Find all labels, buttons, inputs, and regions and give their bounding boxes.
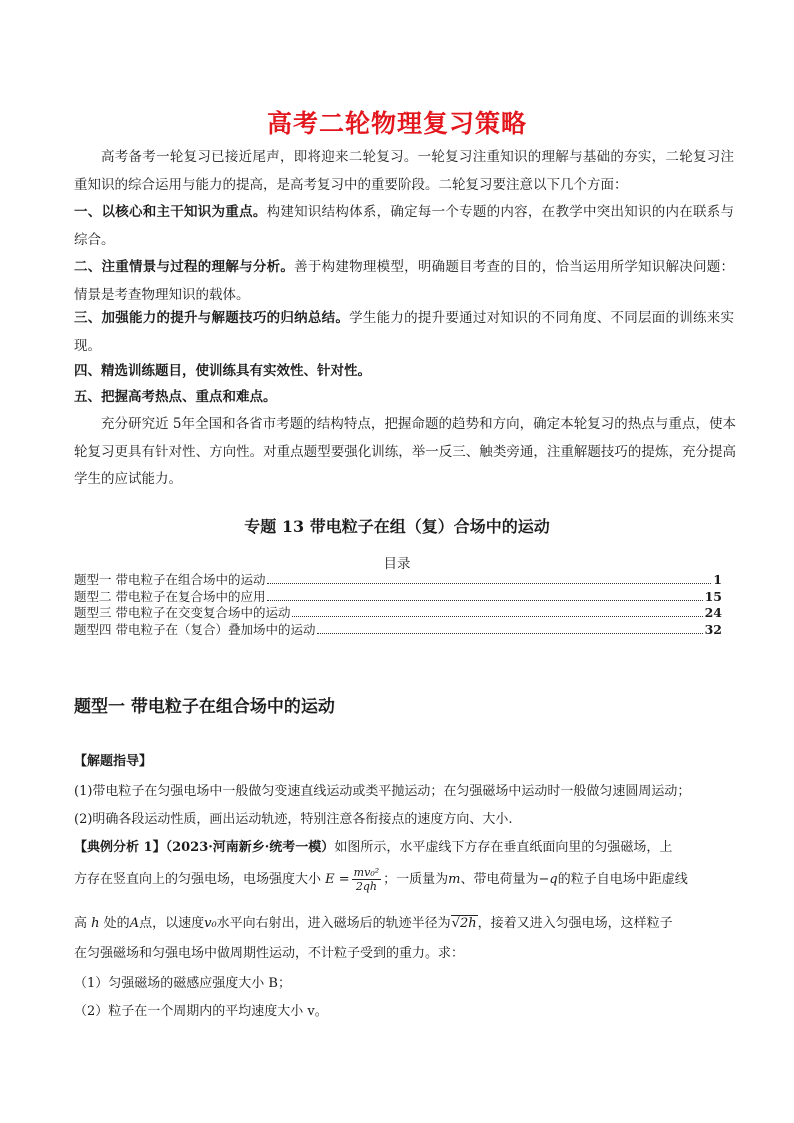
strategy-point-text: 学生能力的提升要通过对知识的不同角度、不同层面的训练来实现。 — [74, 310, 735, 354]
strategy-point-heading: 一、以核心和主干知识为重点。 — [74, 204, 267, 220]
example-source: （2023·河南新乡·统考一模） — [165, 840, 335, 855]
strategy-point-heading: 二、注重情景与过程的理解与分析。 — [74, 259, 295, 275]
table-of-contents — [74, 572, 722, 638]
example-label: 【典例分析 1】 — [74, 840, 166, 855]
toc-entry-page: 1 — [713, 572, 722, 587]
toc-entry-label: 题型一 带电粒子在组合场中的运动 — [74, 572, 266, 587]
page-title: 高考二轮物理复习策略 — [266, 109, 527, 138]
topic-title: 专题 13 带电粒子在组（复）合场中的运动 — [244, 517, 550, 536]
toc-entry[interactable] — [74, 572, 722, 589]
toc-leader-dots — [292, 615, 702, 617]
formula-denominator: 2qh — [355, 880, 377, 893]
intro-paragraph: 高考备考一轮复习已接近尾声，即将迎来二轮复习。一轮复习注重知识的理解与基础的夯实，二轮复习注重知识的综合运用与能力的提高，是高考复习中的重要阶段。二轮复习要注意以下几个方面： — [74, 149, 734, 193]
symbol-mass: m — [448, 872, 461, 887]
formula-fraction — [352, 866, 381, 893]
guide-label: 【解题指导】 — [74, 754, 153, 769]
toc-entry[interactable] — [74, 589, 722, 606]
strategy-point-heading: 五、把握高考热点、重点和难点。 — [74, 389, 277, 405]
example-line-3 — [74, 912, 734, 931]
symbol-height: h — [91, 916, 100, 931]
example-line-2 — [74, 866, 734, 893]
example-line-1 — [74, 836, 734, 855]
toc-entry-label: 题型四 带电粒子在（复合）叠加场中的运动 — [74, 621, 316, 637]
toc-entry-label: 题型三 带电粒子在交变复合场中的运动 — [74, 605, 291, 620]
strategy-point-text: 构建知识结构体系，确定每一个专题的内容，在教学中突出知识的内在联系与综合。 — [74, 204, 735, 248]
strategy-point-3 — [74, 305, 734, 360]
example-text: 处的 — [103, 916, 130, 931]
formula-e-lhs: E = — [325, 872, 350, 887]
toc-entry[interactable] — [74, 622, 722, 639]
example-text: 如图所示，水平虚线下方存在垂直纸面向里的匀强磁场，上 — [334, 840, 673, 855]
symbol-point-a: A — [129, 916, 140, 931]
toc-heading: 目录 — [383, 556, 411, 572]
toc-leader-dots — [267, 582, 711, 584]
example-text: 的粒子自电场中距虚线 — [557, 872, 688, 887]
toc-entry-page: 32 — [704, 621, 722, 637]
strategy-point-5 — [74, 384, 734, 412]
example-text: 方存在竖直向上的匀强电场，电场强度大小 — [74, 872, 322, 887]
toc-entry-page: 15 — [704, 588, 722, 604]
strategy-point-text: 善于构建物理模型，明确题目考查的目的，恰当运用所学知识解决问题：情景是考查物理知识的载体。 — [74, 259, 735, 303]
strategy-point-4 — [74, 358, 734, 386]
toc-entry-label: 题型二 带电粒子在复合场中的应用 — [74, 588, 266, 604]
formula-numerator: mv₀² — [353, 866, 380, 879]
conclusion-paragraph: 充分研究近 5年全国和各省市考题的结构特点，把握命题的趋势和方向，确定本轮复习的热点与重点，使本轮复习更具有针对性、方向性。对重点题型要强化训练，举一反三、触类旁通，注重解题技巧的提炼，充分提高学生的应试能力。 — [74, 416, 736, 487]
symbol-velocity: v₀ — [204, 916, 217, 931]
strategy-point-1 — [74, 199, 734, 254]
example-line-4: 在匀强磁场和匀强电场中做周期性运动，不计粒子受到的重力。求： — [74, 946, 465, 961]
example-text: ；一质量为 — [383, 872, 449, 887]
example-text: 高 — [74, 916, 88, 931]
section-heading: 题型一 带电粒子在组合场中的运动 — [74, 697, 335, 717]
strategy-point-heading: 四、精选训练题目，使训练具有实效性、针对性。 — [74, 363, 371, 379]
question-2: （2）粒子在一个周期内的平均速度大小 v。 — [74, 1004, 328, 1019]
toc-entry[interactable] — [74, 605, 722, 622]
example-text: 点，以速度 — [139, 916, 205, 931]
toc-leader-dots — [317, 632, 702, 634]
toc-entry-page: 24 — [704, 605, 722, 620]
guide-line-2: (2)明确各段运动性质，画出运动轨迹，特别注意各衔接点的速度方向、大小. — [74, 812, 513, 827]
toc-leader-dots — [267, 599, 702, 601]
formula-radius: √2h — [451, 916, 477, 931]
example-text: ，接着又进入匀强电场，这样粒子 — [477, 916, 673, 931]
guide-line-1: (1)带电粒子在匀强电场中一般做匀变速直线运动或类平抛运动；在匀强磁场中运动时一般做匀速圆周运动； — [74, 784, 691, 799]
example-text: 水平向右射出，进入磁场后的轨迹半径为 — [216, 916, 451, 931]
example-text: 、带电荷量为 — [460, 872, 539, 887]
strategy-point-2 — [74, 254, 734, 309]
symbol-charge: −q — [538, 872, 558, 887]
question-1: （1）匀强磁场的磁感应强度大小 B； — [74, 976, 291, 991]
strategy-point-heading: 三、加强能力的提升与解题技巧的归纳总结。 — [74, 310, 350, 326]
